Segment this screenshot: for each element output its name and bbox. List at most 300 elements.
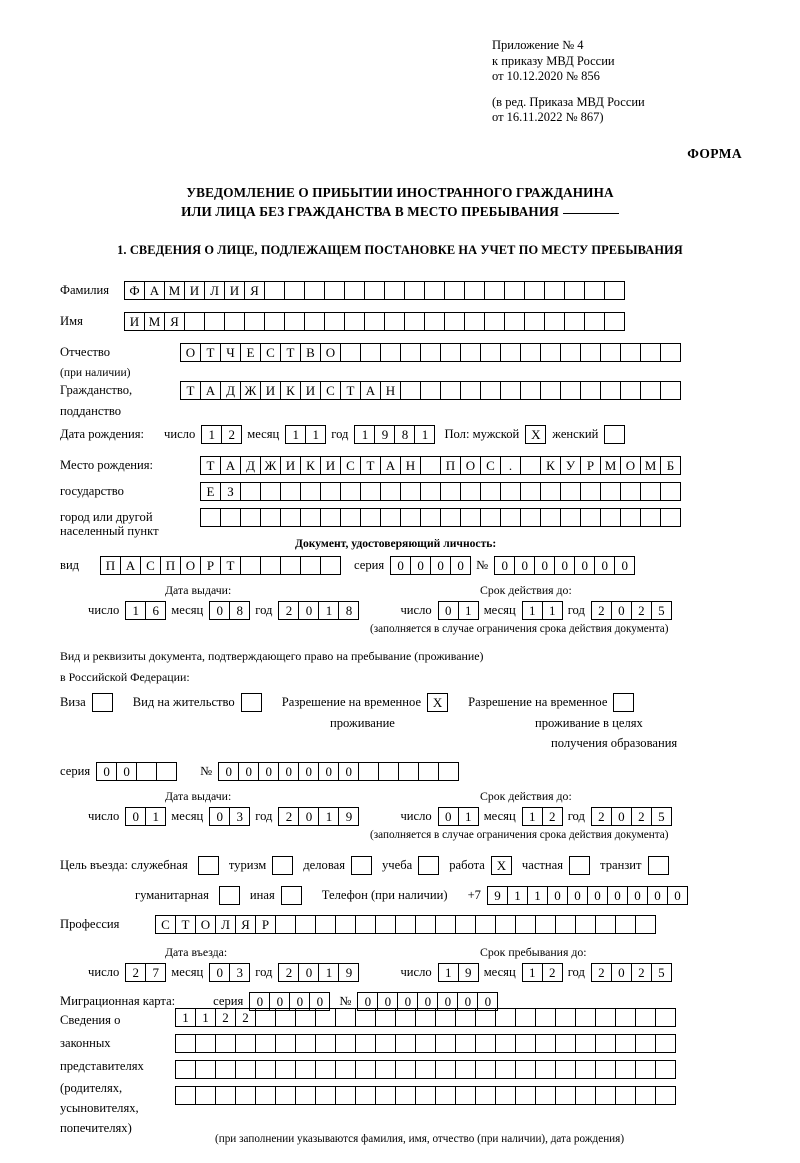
- char-cell[interactable]: [195, 1060, 216, 1079]
- char-cell[interactable]: 0: [611, 963, 632, 982]
- char-cell[interactable]: [495, 1008, 516, 1027]
- char-cell[interactable]: [560, 482, 581, 501]
- permit-valid-day-input[interactable]: [438, 807, 478, 826]
- char-cell[interactable]: Ж: [260, 456, 281, 475]
- birth-year-input[interactable]: [354, 425, 434, 444]
- char-cell[interactable]: [344, 281, 365, 300]
- char-cell[interactable]: [515, 1034, 536, 1053]
- char-cell[interactable]: Б: [660, 456, 681, 475]
- permit-valid-month-input[interactable]: [522, 807, 562, 826]
- char-cell[interactable]: [635, 1060, 656, 1079]
- char-cell[interactable]: [584, 312, 605, 331]
- char-cell[interactable]: С: [480, 456, 501, 475]
- char-cell[interactable]: [355, 1008, 376, 1027]
- char-cell[interactable]: О: [180, 556, 201, 575]
- char-cell[interactable]: [544, 312, 565, 331]
- char-cell[interactable]: 0: [278, 762, 299, 781]
- legal-rep-row-4-input[interactable]: [175, 1086, 675, 1105]
- char-cell[interactable]: [475, 1060, 496, 1079]
- char-cell[interactable]: [495, 915, 516, 934]
- char-cell[interactable]: [215, 1060, 236, 1079]
- char-cell[interactable]: [320, 508, 341, 527]
- char-cell[interactable]: [444, 312, 465, 331]
- char-cell[interactable]: [315, 1008, 336, 1027]
- char-cell[interactable]: 0: [514, 556, 535, 575]
- char-cell[interactable]: С: [140, 556, 161, 575]
- char-cell[interactable]: [484, 281, 505, 300]
- char-cell[interactable]: [435, 915, 456, 934]
- char-cell[interactable]: [660, 343, 681, 362]
- char-cell[interactable]: [615, 915, 636, 934]
- char-cell[interactable]: [438, 762, 459, 781]
- name-input[interactable]: [124, 312, 624, 331]
- char-cell[interactable]: С: [260, 343, 281, 362]
- char-cell[interactable]: 2: [542, 807, 563, 826]
- char-cell[interactable]: [175, 1034, 196, 1053]
- char-cell[interactable]: [615, 1008, 636, 1027]
- char-cell[interactable]: 0: [547, 886, 568, 905]
- char-cell[interactable]: 2: [631, 963, 652, 982]
- char-cell[interactable]: [435, 1086, 456, 1105]
- char-cell[interactable]: М: [164, 281, 185, 300]
- char-cell[interactable]: И: [224, 281, 245, 300]
- char-cell[interactable]: [340, 508, 361, 527]
- char-cell[interactable]: И: [124, 312, 145, 331]
- char-cell[interactable]: [460, 482, 481, 501]
- char-cell[interactable]: [455, 1034, 476, 1053]
- char-cell[interactable]: 6: [145, 601, 166, 620]
- char-cell[interactable]: [415, 1086, 436, 1105]
- purpose-transit-checkbox[interactable]: [648, 856, 669, 875]
- char-cell[interactable]: [640, 508, 661, 527]
- char-cell[interactable]: О: [195, 915, 216, 934]
- char-cell[interactable]: [515, 915, 536, 934]
- char-cell[interactable]: 0: [318, 762, 339, 781]
- purpose-private-checkbox[interactable]: [569, 856, 590, 875]
- char-cell[interactable]: [375, 1008, 396, 1027]
- char-cell[interactable]: [335, 1034, 356, 1053]
- char-cell[interactable]: [244, 312, 265, 331]
- char-cell[interactable]: [475, 1086, 496, 1105]
- char-cell[interactable]: [520, 343, 541, 362]
- birthplace-row-1-input[interactable]: [200, 456, 680, 475]
- char-cell[interactable]: [224, 312, 245, 331]
- purpose-work-checkbox[interactable]: X: [491, 856, 512, 875]
- char-cell[interactable]: 2: [591, 807, 612, 826]
- char-cell[interactable]: 0: [309, 992, 330, 1011]
- char-cell[interactable]: [240, 482, 261, 501]
- char-cell[interactable]: [284, 312, 305, 331]
- surname-input[interactable]: [124, 281, 624, 300]
- char-cell[interactable]: 1: [175, 1008, 196, 1027]
- char-cell[interactable]: [460, 343, 481, 362]
- char-cell[interactable]: 0: [397, 992, 418, 1011]
- char-cell[interactable]: [620, 508, 641, 527]
- char-cell[interactable]: [424, 312, 445, 331]
- char-cell[interactable]: [640, 381, 661, 400]
- char-cell[interactable]: [184, 312, 205, 331]
- char-cell[interactable]: 5: [651, 963, 672, 982]
- legal-rep-row-3-input[interactable]: [175, 1060, 675, 1079]
- char-cell[interactable]: [555, 1034, 576, 1053]
- char-cell[interactable]: 1: [145, 807, 166, 826]
- char-cell[interactable]: 8: [229, 601, 250, 620]
- sex-female-checkbox[interactable]: [604, 425, 625, 444]
- char-cell[interactable]: 1: [542, 601, 563, 620]
- char-cell[interactable]: Т: [180, 381, 201, 400]
- char-cell[interactable]: А: [360, 381, 381, 400]
- char-cell[interactable]: 1: [201, 425, 222, 444]
- char-cell[interactable]: [524, 312, 545, 331]
- char-cell[interactable]: [575, 915, 596, 934]
- char-cell[interactable]: И: [320, 456, 341, 475]
- char-cell[interactable]: [564, 281, 585, 300]
- char-cell[interactable]: [275, 1086, 296, 1105]
- birthplace-row-3-input[interactable]: [200, 508, 680, 527]
- char-cell[interactable]: Я: [235, 915, 256, 934]
- char-cell[interactable]: [455, 1060, 476, 1079]
- char-cell[interactable]: 0: [96, 762, 117, 781]
- char-cell[interactable]: 0: [437, 992, 458, 1011]
- char-cell[interactable]: [384, 281, 405, 300]
- char-cell[interactable]: 0: [611, 807, 632, 826]
- char-cell[interactable]: [275, 1060, 296, 1079]
- char-cell[interactable]: [395, 1086, 416, 1105]
- stay-month-input[interactable]: [522, 963, 562, 982]
- char-cell[interactable]: [358, 762, 379, 781]
- id-issue-day-input[interactable]: [125, 601, 165, 620]
- char-cell[interactable]: [240, 508, 261, 527]
- char-cell[interactable]: [635, 1008, 656, 1027]
- char-cell[interactable]: 8: [394, 425, 415, 444]
- char-cell[interactable]: [535, 1034, 556, 1053]
- char-cell[interactable]: 2: [591, 601, 612, 620]
- char-cell[interactable]: 2: [215, 1008, 236, 1027]
- char-cell[interactable]: Л: [215, 915, 236, 934]
- char-cell[interactable]: [295, 1034, 316, 1053]
- char-cell[interactable]: И: [260, 381, 281, 400]
- char-cell[interactable]: [395, 915, 416, 934]
- permit-number-input[interactable]: [218, 762, 458, 781]
- char-cell[interactable]: [520, 482, 541, 501]
- char-cell[interactable]: 0: [218, 762, 239, 781]
- purpose-service-checkbox[interactable]: [198, 856, 219, 875]
- char-cell[interactable]: А: [120, 556, 141, 575]
- char-cell[interactable]: 0: [238, 762, 259, 781]
- char-cell[interactable]: [378, 762, 399, 781]
- char-cell[interactable]: [415, 915, 436, 934]
- char-cell[interactable]: [655, 1008, 676, 1027]
- sex-male-checkbox[interactable]: X: [525, 425, 546, 444]
- char-cell[interactable]: 0: [116, 762, 137, 781]
- char-cell[interactable]: [395, 1034, 416, 1053]
- char-cell[interactable]: 1: [438, 963, 459, 982]
- char-cell[interactable]: [275, 1034, 296, 1053]
- char-cell[interactable]: [484, 312, 505, 331]
- char-cell[interactable]: 1: [522, 963, 543, 982]
- char-cell[interactable]: 0: [209, 963, 230, 982]
- char-cell[interactable]: [380, 508, 401, 527]
- char-cell[interactable]: Я: [164, 312, 185, 331]
- char-cell[interactable]: [255, 1060, 276, 1079]
- char-cell[interactable]: 1: [458, 807, 479, 826]
- id-document-number-input[interactable]: [494, 556, 634, 575]
- char-cell[interactable]: [635, 1086, 656, 1105]
- char-cell[interactable]: [555, 915, 576, 934]
- char-cell[interactable]: [200, 508, 221, 527]
- char-cell[interactable]: 0: [410, 556, 431, 575]
- char-cell[interactable]: М: [600, 456, 621, 475]
- char-cell[interactable]: А: [380, 456, 401, 475]
- char-cell[interactable]: [520, 508, 541, 527]
- char-cell[interactable]: 2: [591, 963, 612, 982]
- birth-month-input[interactable]: [285, 425, 325, 444]
- char-cell[interactable]: [635, 1034, 656, 1053]
- char-cell[interactable]: 1: [414, 425, 435, 444]
- char-cell[interactable]: 1: [195, 1008, 216, 1027]
- char-cell[interactable]: [584, 281, 605, 300]
- char-cell[interactable]: [260, 482, 281, 501]
- visa-checkbox[interactable]: [92, 693, 113, 712]
- char-cell[interactable]: [595, 1034, 616, 1053]
- char-cell[interactable]: 1: [318, 963, 339, 982]
- char-cell[interactable]: 0: [438, 807, 459, 826]
- char-cell[interactable]: 0: [249, 992, 270, 1011]
- char-cell[interactable]: [495, 1086, 516, 1105]
- char-cell[interactable]: [544, 281, 565, 300]
- char-cell[interactable]: [475, 915, 496, 934]
- char-cell[interactable]: [264, 312, 285, 331]
- id-issue-year-input[interactable]: [278, 601, 358, 620]
- patronymic-input[interactable]: [180, 343, 680, 362]
- char-cell[interactable]: [564, 312, 585, 331]
- citizenship-input[interactable]: [180, 381, 680, 400]
- char-cell[interactable]: [515, 1008, 536, 1027]
- char-cell[interactable]: [520, 456, 541, 475]
- char-cell[interactable]: 8: [338, 601, 359, 620]
- profession-input[interactable]: [155, 915, 655, 934]
- char-cell[interactable]: [555, 1008, 576, 1027]
- char-cell[interactable]: 0: [377, 992, 398, 1011]
- char-cell[interactable]: [615, 1060, 636, 1079]
- char-cell[interactable]: 0: [438, 601, 459, 620]
- char-cell[interactable]: [460, 508, 481, 527]
- char-cell[interactable]: [640, 343, 661, 362]
- permit-issue-month-input[interactable]: [209, 807, 249, 826]
- char-cell[interactable]: [420, 343, 441, 362]
- char-cell[interactable]: [204, 312, 225, 331]
- char-cell[interactable]: [480, 343, 501, 362]
- char-cell[interactable]: 0: [534, 556, 555, 575]
- char-cell[interactable]: Р: [200, 556, 221, 575]
- char-cell[interactable]: [480, 381, 501, 400]
- char-cell[interactable]: [455, 1086, 476, 1105]
- char-cell[interactable]: М: [640, 456, 661, 475]
- char-cell[interactable]: 0: [457, 992, 478, 1011]
- char-cell[interactable]: [404, 312, 425, 331]
- char-cell[interactable]: 0: [614, 556, 635, 575]
- char-cell[interactable]: 1: [507, 886, 528, 905]
- char-cell[interactable]: [195, 1086, 216, 1105]
- char-cell[interactable]: [495, 1034, 516, 1053]
- permit-issue-year-input[interactable]: [278, 807, 358, 826]
- char-cell[interactable]: [415, 1034, 436, 1053]
- char-cell[interactable]: [655, 1034, 676, 1053]
- char-cell[interactable]: [418, 762, 439, 781]
- char-cell[interactable]: [535, 1086, 556, 1105]
- char-cell[interactable]: [620, 343, 641, 362]
- char-cell[interactable]: [315, 1060, 336, 1079]
- char-cell[interactable]: [395, 1060, 416, 1079]
- char-cell[interactable]: 2: [278, 807, 299, 826]
- char-cell[interactable]: [475, 1034, 496, 1053]
- char-cell[interactable]: 0: [298, 762, 319, 781]
- char-cell[interactable]: [655, 1086, 676, 1105]
- char-cell[interactable]: [404, 281, 425, 300]
- char-cell[interactable]: [440, 482, 461, 501]
- char-cell[interactable]: 2: [278, 601, 299, 620]
- char-cell[interactable]: [284, 281, 305, 300]
- char-cell[interactable]: [660, 482, 681, 501]
- char-cell[interactable]: [215, 1086, 236, 1105]
- char-cell[interactable]: [500, 482, 521, 501]
- char-cell[interactable]: [435, 1008, 456, 1027]
- char-cell[interactable]: 2: [631, 601, 652, 620]
- char-cell[interactable]: Ж: [240, 381, 261, 400]
- char-cell[interactable]: [315, 915, 336, 934]
- char-cell[interactable]: Д: [220, 381, 241, 400]
- char-cell[interactable]: [475, 1008, 496, 1027]
- purpose-humanitarian-checkbox[interactable]: [219, 886, 240, 905]
- char-cell[interactable]: [235, 1060, 256, 1079]
- char-cell[interactable]: [435, 1034, 456, 1053]
- purpose-business-checkbox[interactable]: [351, 856, 372, 875]
- char-cell[interactable]: [340, 482, 361, 501]
- char-cell[interactable]: 1: [354, 425, 375, 444]
- char-cell[interactable]: [560, 381, 581, 400]
- char-cell[interactable]: 0: [477, 992, 498, 1011]
- char-cell[interactable]: [604, 312, 625, 331]
- char-cell[interactable]: 0: [611, 601, 632, 620]
- char-cell[interactable]: [480, 482, 501, 501]
- char-cell[interactable]: С: [340, 456, 361, 475]
- entry-year-input[interactable]: [278, 963, 358, 982]
- char-cell[interactable]: 0: [258, 762, 279, 781]
- char-cell[interactable]: О: [320, 343, 341, 362]
- char-cell[interactable]: 9: [458, 963, 479, 982]
- char-cell[interactable]: [220, 508, 241, 527]
- char-cell[interactable]: 0: [338, 762, 359, 781]
- char-cell[interactable]: [604, 281, 625, 300]
- char-cell[interactable]: 1: [318, 601, 339, 620]
- char-cell[interactable]: 2: [278, 963, 299, 982]
- purpose-study-checkbox[interactable]: [418, 856, 439, 875]
- char-cell[interactable]: [580, 482, 601, 501]
- char-cell[interactable]: [375, 1086, 396, 1105]
- char-cell[interactable]: 0: [298, 963, 319, 982]
- char-cell[interactable]: [615, 1034, 636, 1053]
- char-cell[interactable]: [375, 1034, 396, 1053]
- char-cell[interactable]: 0: [209, 807, 230, 826]
- char-cell[interactable]: 0: [125, 807, 146, 826]
- char-cell[interactable]: [344, 312, 365, 331]
- char-cell[interactable]: [540, 343, 561, 362]
- char-cell[interactable]: [400, 381, 421, 400]
- char-cell[interactable]: [595, 1008, 616, 1027]
- char-cell[interactable]: Ч: [220, 343, 241, 362]
- char-cell[interactable]: [360, 508, 381, 527]
- char-cell[interactable]: [324, 312, 345, 331]
- char-cell[interactable]: [364, 312, 385, 331]
- phone-input[interactable]: [487, 886, 687, 905]
- char-cell[interactable]: 9: [374, 425, 395, 444]
- char-cell[interactable]: С: [155, 915, 176, 934]
- char-cell[interactable]: [444, 281, 465, 300]
- char-cell[interactable]: 0: [587, 886, 608, 905]
- char-cell[interactable]: 0: [627, 886, 648, 905]
- id-valid-month-input[interactable]: [522, 601, 562, 620]
- char-cell[interactable]: 1: [305, 425, 326, 444]
- char-cell[interactable]: [540, 508, 561, 527]
- char-cell[interactable]: [460, 381, 481, 400]
- char-cell[interactable]: [504, 281, 525, 300]
- char-cell[interactable]: [355, 1086, 376, 1105]
- char-cell[interactable]: [375, 915, 396, 934]
- char-cell[interactable]: С: [320, 381, 341, 400]
- char-cell[interactable]: [315, 1034, 336, 1053]
- char-cell[interactable]: [304, 281, 325, 300]
- permit-valid-year-input[interactable]: [591, 807, 671, 826]
- char-cell[interactable]: 0: [450, 556, 471, 575]
- char-cell[interactable]: 0: [390, 556, 411, 575]
- char-cell[interactable]: [635, 915, 656, 934]
- char-cell[interactable]: [575, 1086, 596, 1105]
- char-cell[interactable]: [595, 1060, 616, 1079]
- char-cell[interactable]: [515, 1060, 536, 1079]
- stay-day-input[interactable]: [438, 963, 478, 982]
- char-cell[interactable]: [360, 482, 381, 501]
- char-cell[interactable]: [375, 1060, 396, 1079]
- char-cell[interactable]: 1: [318, 807, 339, 826]
- char-cell[interactable]: 0: [269, 992, 290, 1011]
- char-cell[interactable]: 0: [647, 886, 668, 905]
- char-cell[interactable]: [600, 381, 621, 400]
- char-cell[interactable]: [315, 1086, 336, 1105]
- char-cell[interactable]: [420, 482, 441, 501]
- char-cell[interactable]: И: [184, 281, 205, 300]
- legal-rep-row-1-input[interactable]: [175, 1008, 675, 1027]
- char-cell[interactable]: [640, 482, 661, 501]
- char-cell[interactable]: 0: [417, 992, 438, 1011]
- char-cell[interactable]: [304, 312, 325, 331]
- id-document-series-input[interactable]: [390, 556, 470, 575]
- char-cell[interactable]: Е: [240, 343, 261, 362]
- birth-day-input[interactable]: [201, 425, 241, 444]
- char-cell[interactable]: .: [500, 456, 521, 475]
- char-cell[interactable]: 1: [522, 807, 543, 826]
- char-cell[interactable]: [300, 556, 321, 575]
- char-cell[interactable]: М: [144, 312, 165, 331]
- char-cell[interactable]: 0: [554, 556, 575, 575]
- char-cell[interactable]: [500, 381, 521, 400]
- id-document-type-input[interactable]: [100, 556, 340, 575]
- legal-rep-row-2-input[interactable]: [175, 1034, 675, 1053]
- char-cell[interactable]: [540, 482, 561, 501]
- char-cell[interactable]: [575, 1034, 596, 1053]
- char-cell[interactable]: 0: [430, 556, 451, 575]
- char-cell[interactable]: [175, 1060, 196, 1079]
- char-cell[interactable]: Р: [580, 456, 601, 475]
